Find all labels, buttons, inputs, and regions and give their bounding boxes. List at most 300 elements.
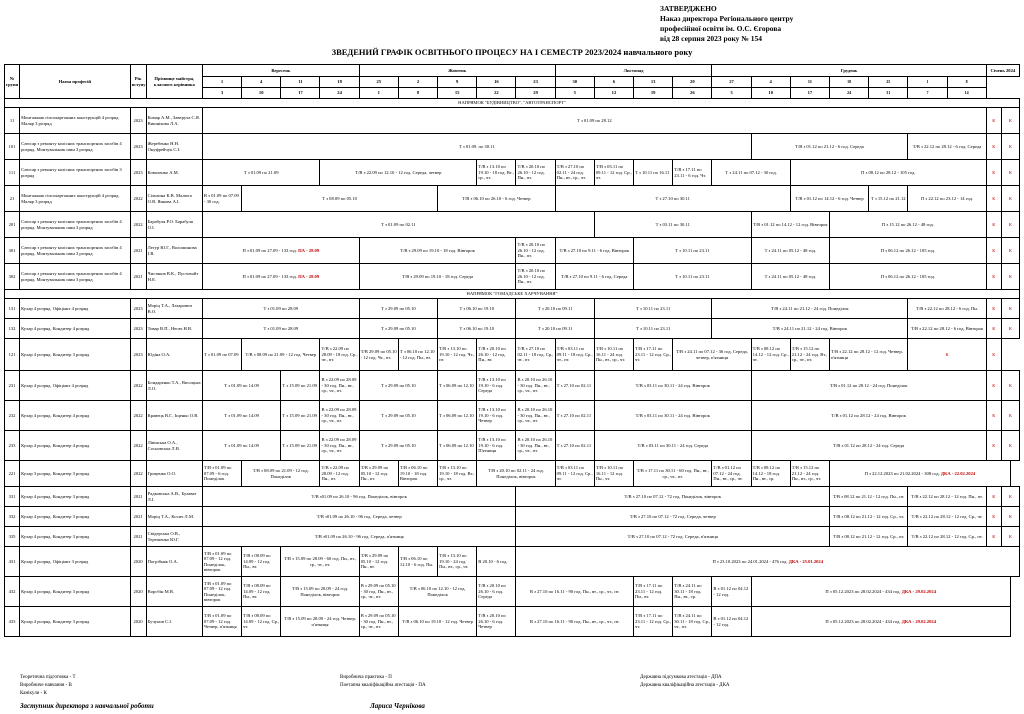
schedule-cell: Т/В з 08.09 по 14.09 - 12 год. Пн., вт. xyxy=(242,577,281,607)
schedule-cell: Т/В з 06.10 по 12.10 - 6 год. Пн. xyxy=(398,547,437,577)
approval-line: професійної освіти ім. О.С. Єгорова xyxy=(660,24,782,33)
schedule-cell: П з 06.12 по 26.12 - 105 год. xyxy=(829,264,986,290)
schedule-cell: П з 15.12 по 26.12 - 48 год. xyxy=(829,212,986,238)
master-name: Жеребенко Н.Н. Онуфрейчук С.І. xyxy=(146,134,202,160)
group-number: 21 xyxy=(5,186,20,212)
holiday-cell: К xyxy=(986,299,1001,319)
schedule-cell: Т з 27.10 по 02.11 xyxy=(555,431,594,461)
master-name: Лівінська О.А., Сосновська Л.В. xyxy=(146,431,202,461)
group-number: 432 xyxy=(5,577,20,607)
schedule-cell: Т з 01.09 по 07.09 xyxy=(202,339,241,371)
profession-name: Кухар 4 розряд. Кондитер 3 розряд xyxy=(20,507,131,527)
schedule-cell: Т/В з 03.11 по 30.11 - 24 год. Вівторок xyxy=(594,371,751,401)
schedule-cell: Т з 24.11 по 07.12 - 30 год. xyxy=(712,160,790,186)
schedule-cell: В з 20.10 по 26.10 - 30 год. Пн., вт., ср., чт., пт. xyxy=(516,431,555,461)
schedule-cell: Т/В з 27.10 по 07.12 - 72 год. Середа, п'ятниця xyxy=(516,527,830,547)
entry-year: 2022 xyxy=(130,461,146,487)
week-number: 14 xyxy=(947,88,986,99)
schedule-cell: Т/В з 22.12 по 28.12 - 6 год. Пн. xyxy=(908,299,986,319)
master-name: Моріц Т.А., Лазарович В.О. xyxy=(146,299,202,319)
schedule-cell: Т/В з 22.12 по 28.12 - 12 год. Ср., пт. xyxy=(908,527,986,547)
profession-name: Слюсар з ремонту колісних транспортних засобів 4 розряд. Монтувальник шин 3 розряд xyxy=(20,134,131,160)
profession-name: Кухар 4 розряд. Кондитер 3 розряд xyxy=(20,577,131,607)
legend-item: Теоретична підготовка - Т xyxy=(20,675,76,680)
schedule-cell: Т/В з 22.12 по 28.12 - 12 год. Пн., пт. xyxy=(908,487,986,507)
entry-year: 2022 xyxy=(130,186,146,212)
profession-name: Кухар 4 розряд. Кондитер 3 розряд xyxy=(20,339,131,371)
schedule-cell: Т з 10.11 по 23.11 xyxy=(594,299,712,319)
week-number: 3 xyxy=(202,88,241,99)
approval-line: Наказ директора Регіонального центру xyxy=(660,14,794,23)
attestation-date: ДКА - 22.02.2024 xyxy=(940,470,976,476)
schedule-cell: Т з 08.09 по 05.10 xyxy=(242,186,438,212)
schedule-cell: Т з 01.09. по 30.11 xyxy=(202,134,751,160)
week-number: 20 xyxy=(673,77,712,88)
schedule-cell: В з 01.12 по 04.12 - 12 год. xyxy=(712,607,751,637)
schedule-cell: Т/В з 13.10 по 19.10 - 12 год. Чт., пт. xyxy=(438,339,477,371)
schedule-cell: Т/В з 13.10 по 19.10 - 18 год. Вт., ср., чт. xyxy=(477,160,516,186)
group-number: 132 xyxy=(5,319,20,339)
holiday-cell: К xyxy=(1001,212,1019,238)
schedule-cell: Т/В з 24.11 по 30.11 - 18 год. Пн., вт., ср. xyxy=(673,577,712,607)
schedule-cell: Т з 15.09 по 21.09 xyxy=(281,401,320,431)
holiday-cell: К xyxy=(986,507,1001,527)
master-name: Комар А.М., Заверуха С.Я. Вишнікова Л.А. xyxy=(146,108,202,134)
schedule-text: П з 22.12.2023 по 21.02.2024 - 308 год. xyxy=(864,470,941,476)
group-number: 431 xyxy=(5,547,20,577)
schedule-cell: Т/В з 22.12 по 28.12 - 6 год. Вівторок xyxy=(908,319,986,339)
schedule-cell: Т/В з 20.10 по 26.10 - 12 год. Пн., пт. xyxy=(516,160,555,186)
group-number: 201 xyxy=(5,212,20,238)
schedule-cell: Т з 10.11 по 16.11 xyxy=(634,160,673,186)
schedule-cell: Т/В з 27.10 по 07.12 - 72 год. Середа, четвер xyxy=(516,507,830,527)
attestation-date: ДКА - 25.01.2024 xyxy=(788,558,824,564)
schedule-text: П з 01.09 по 27.09 - 133 год. xyxy=(242,273,299,279)
header-month: Грудень xyxy=(712,65,986,77)
schedule-cell xyxy=(202,264,359,290)
schedule-cell: Т з 01.09 по 21.09 xyxy=(202,160,320,186)
header-group: № групи xyxy=(5,65,20,99)
schedule-cell: Т з 01.09 по 14.09 xyxy=(202,431,280,461)
week-number: 6 xyxy=(594,77,633,88)
week-number: 31 xyxy=(869,88,908,99)
schedule-cell: В з 29.09 по 05.10 - 30 год. Пн., вт., ср., чт., пт. xyxy=(359,607,398,637)
week-number: 1 xyxy=(202,77,241,88)
group-number: 331 xyxy=(5,487,20,507)
group-number: 11 xyxy=(5,108,20,134)
week-number: 23 xyxy=(516,77,555,88)
schedule-cell: Т/В з01.09 по 26.10 - 96 год. Середа, четвер xyxy=(202,507,516,527)
schedule-text: П з 01.09 по 27.09 - 133 год. xyxy=(242,247,299,253)
schedule-cell: Т з 29.09 по 05.10 xyxy=(359,319,437,339)
week-number: 13 xyxy=(634,77,673,88)
schedule-cell: Т/В з 06.10 по 12.10 - 12 год. Понеділок xyxy=(398,577,476,607)
schedule-text: П з 05.12.2023 по 28.02.2024 - 434 год. xyxy=(825,588,902,594)
schedule-cell: Т з 15.09 по 21.09 xyxy=(281,431,320,461)
schedule-text: П з 23.10.2023 по 24.01.2024 - 476 год. xyxy=(712,558,789,564)
schedule-cell: Т/В з 22.12 по 28.12 - 12 год. Ср., чт. xyxy=(908,507,986,527)
profession-name: Кухар 4 розряд. Офіціант 4 розряд xyxy=(20,371,131,401)
schedule-cell: Т/В з 01.09 по 07.09 - 12 год. Четвер, п'ятниця xyxy=(202,607,241,637)
master-name: Чистяков В.К., Пустовойт Н.Е. xyxy=(146,264,202,290)
schedule-cell: Т/В з 17.11 по 23.11 - 12 год. Пн., вт. xyxy=(634,577,673,607)
schedule-cell: Т/В 29.09 по 05.10 - 12 год. Чт., пт. xyxy=(359,339,398,371)
approval-line: від 28 серпня 2023 року № 154 xyxy=(660,34,762,43)
week-number: 26 xyxy=(673,88,712,99)
schedule-cell: Т/В з 20.10 по 26.10 - 12 год. Пн., пт. xyxy=(516,238,555,264)
group-number: 233 xyxy=(5,431,20,461)
schedule-cell: Т з 06.09 по 12.10 xyxy=(438,431,477,461)
schedule-cell: Т/В з 03.11 по 30.11 - 24 год. Вівторок xyxy=(594,401,751,431)
schedule-cell: Т/В з 22.09 по 12.10 - 12 год. Середа, четвер xyxy=(320,160,477,186)
schedule-cell: Т/В з 08.09 по 14.09 - 12 год. Пн., вт. xyxy=(242,547,281,577)
holiday-cell: К xyxy=(986,212,1001,238)
week-number: 9 xyxy=(438,77,477,88)
group-number: 121 xyxy=(5,339,20,371)
week-number: 22 xyxy=(477,88,516,99)
holiday-cell: К xyxy=(1001,487,1019,507)
schedule-cell: Т/В з 27.10 по 9.11 - 6 год. Середа xyxy=(555,264,633,290)
week-number: 1 xyxy=(908,77,947,88)
schedule-cell: В з 29.09 по 05.10 - 30 год. Пн., вт., ср., чт., пт. xyxy=(359,577,398,607)
holiday-cell: К xyxy=(908,339,986,371)
week-number: 11 xyxy=(790,77,829,88)
week-number: 10 xyxy=(242,88,281,99)
legend-item: Виробниче навчання - В xyxy=(20,683,72,688)
schedule-cell: Т з 06.10 по 19.10 xyxy=(438,319,516,339)
schedule-cell: Т/В з 08.09 по 14.09 - 12 год. Ср., чт. xyxy=(242,607,281,637)
holiday-cell: К xyxy=(1001,160,1019,186)
schedule-cell: Т з 03.11 по 30.11 xyxy=(594,212,751,238)
attestation-date: ДКА - 29.02.2024 xyxy=(901,618,936,624)
schedule-cell: Т/В з 08.12 по 14.12 - 18 год. Пн., вт., ср. xyxy=(751,461,790,487)
schedule-cell: Т/В з 13.10 по 19.10 - 24 год. Пн., вт., ср., чт. xyxy=(438,547,477,577)
schedule-cell: В з 20.10 по 26.10 - 30 год. Пн., вт., ср., чт., пт. xyxy=(516,401,555,431)
entry-year: 2020 xyxy=(130,547,146,577)
profession-name: Монтажник гіпсокартонних конструкцій 4 розряд. Маляр 3 розряд xyxy=(20,108,131,134)
schedule-cell: В з 22.09 по 28.09 - 30 год. Пн., вт., ср., чт., пт. xyxy=(320,401,359,431)
schedule-cell: Т/В з 22.09 по 28.09 - 12 год. Пн., пт. xyxy=(320,461,359,487)
signature-role: Заступник директора з навчальної роботи xyxy=(20,702,154,710)
schedule-cell: Т з 15.09 по 21.09 xyxy=(281,371,320,401)
schedule-table xyxy=(4,64,1020,637)
schedule-cell: Т/В з 27.10 по 02.11 - 24 год. Пн., вт., ср., чт. xyxy=(555,160,594,186)
schedule-cell: Т з 01.09 по 02.11 xyxy=(202,212,594,238)
schedule-cell xyxy=(751,577,1010,607)
section-title: НАПРЯМОК "ГОМАДСЬКЕ ХАРЧУВАННЯ" xyxy=(5,290,1020,299)
master-name: Юдіна О.А. xyxy=(146,339,202,371)
group-number: 433 xyxy=(5,607,20,637)
schedule-cell: Т з 06.10 по 12.10 - 12 год. Пн., вт. xyxy=(398,339,437,371)
holiday-cell: К xyxy=(986,487,1001,507)
group-number: 231 xyxy=(5,371,20,401)
week-number: 24 xyxy=(829,88,868,99)
schedule-cell: Т/В з 17.11 по 23.11 - 12 год. Ср., чт. xyxy=(634,339,673,371)
week-number: 8 xyxy=(398,88,437,99)
schedule-cell: Т/В з 29.09 по 19.10 - 18 год. Вівторок xyxy=(359,238,516,264)
master-name: Ворсбін М.В. xyxy=(146,577,202,607)
schedule-cell: Т з 15.12 по 21.12 xyxy=(869,186,908,212)
holiday-cell: К xyxy=(1001,507,1019,527)
profession-name: Кухар 4 розряд. Кондитер 3 розряд xyxy=(20,607,131,637)
entry-year: 2021 xyxy=(130,527,146,547)
week-number: 15 xyxy=(438,88,477,99)
entry-year: 2021 xyxy=(130,264,146,290)
attestation-date: ДКА - 29.02.2024 xyxy=(901,588,936,594)
week-number: 17 xyxy=(790,88,829,99)
schedule-cell: Т з 24.11 по 05.12 - 48 год. xyxy=(751,238,829,264)
schedule-cell: Т/В з 27.10 по 9.11 - 6 год. Вівторок xyxy=(555,238,633,264)
legend-right xyxy=(640,674,730,690)
group-number: 302 xyxy=(5,264,20,290)
group-number: 101 xyxy=(5,134,20,160)
schedule-cell xyxy=(202,238,359,264)
week-number: 25 xyxy=(869,77,908,88)
schedule-cell: Т/В з 01.09 по 07.09 - 12 год. Понеділок, вівторок xyxy=(202,577,241,607)
schedule-cell: Т/В з 01.09 по 07.09 - 6 год. Понеділок xyxy=(202,461,241,487)
week-number: 5 xyxy=(555,88,594,99)
week-number: 18 xyxy=(320,77,359,88)
week-number: 2 xyxy=(398,77,437,88)
schedule-cell: Т/В з 29.09 по 19.10 - 18 год. Середа xyxy=(359,264,516,290)
group-number: 232 xyxy=(5,401,20,431)
entry-year: 2021 xyxy=(130,507,146,527)
master-name: Кравець В.Г., Іщенко О.В. xyxy=(146,401,202,431)
schedule-cell: Т/В з 08.12 по 14.12 - 12 год. Ср., чт. xyxy=(751,339,790,371)
schedule-cell: Т/В з 15.09 по 28.09 - 24 год. Четвер, п'ятниця xyxy=(281,607,359,637)
schedule-cell: В з 01.09 по 07.09 - 30 год. xyxy=(202,186,241,212)
schedule-cell: Т/В з 01.12 по 14.12 - 12 год. Вівторок xyxy=(751,212,829,238)
schedule-cell: Т/В з 20.10 по 02.11 - 24 год. Понеділок, вівторок xyxy=(477,461,555,487)
holiday-cell: К xyxy=(1001,134,1019,160)
holiday-cell: К xyxy=(1001,431,1019,461)
entry-year: 2023 xyxy=(130,134,146,160)
week-number: 12 xyxy=(594,88,633,99)
document-title: ЗВЕДЕНИЙ ГРАФІК ОСВІТНЬОГО ПРОЦЕСУ НА І СЕМЕСТР 2023/2024 навчального року xyxy=(331,47,693,57)
schedule-cell: Т/В з 24.11 по 07.12 - 36 год. Середа, четвер, п'ятниця xyxy=(673,339,751,371)
schedule-cell: Т/В з 17.11 по 23.11 - 12 год. Ср., чт. xyxy=(634,607,673,637)
schedule-cell: Т/В з 15.09 по 28.09 - 60 год. Пн., вт., ср., чт., пт. xyxy=(281,547,359,577)
schedule-cell: Т/В з 01.12 по 21.12 - 6 год. Середа xyxy=(751,134,908,160)
holiday-cell: К xyxy=(986,108,1001,134)
master-name: Погрібняк О.А. xyxy=(146,547,202,577)
entry-year: 2022 xyxy=(130,401,146,431)
schedule-cell: Т/В з 08.12 по 21.12 - 12 год. Ср., чт. xyxy=(829,507,907,527)
holiday-cell: К xyxy=(986,371,1001,401)
schedule-cell: В 20.10 - 6 год. xyxy=(477,547,516,577)
schedule-cell: Т/В з 15.12 по 21.12 - 24 год. Вт., ср., чт., пт. xyxy=(790,339,829,371)
schedule-cell: Т/В з 20.10 по 26.10 - 6 год. Середа xyxy=(477,577,516,607)
profession-name: Слюсар з ремонту колісних транспортних засобів 4 розряд. Монтувальник шин 3 розряд xyxy=(20,238,131,264)
header-month: Вересень xyxy=(202,65,359,77)
holiday-cell: К xyxy=(986,160,1001,186)
holiday-cell: К xyxy=(1001,238,1019,264)
master-name: Коваленко А.М. xyxy=(146,160,202,186)
holiday-cell: К xyxy=(986,401,1001,431)
schedule-cell: Т з 27.10 по 30.11 xyxy=(555,186,790,212)
schedule-cell: Т/В з 29.09 по 05.10 - 12 год. Пн., вт. xyxy=(359,547,398,577)
header-year: Рік вступу xyxy=(130,65,146,99)
week-number: 19 xyxy=(634,88,673,99)
schedule-cell: Т з 27.10 по 02.11 xyxy=(555,401,594,431)
schedule-cell: В з 22.09 по 28.09 - 30 год. Пн., вт., ср., чт., пт. xyxy=(320,431,359,461)
group-number: 111 xyxy=(5,160,20,186)
legend-middle xyxy=(340,674,426,690)
schedule-cell: Т з 01.09 по 28.09 xyxy=(202,319,359,339)
profession-name: Слюсар з ремонту колісних транспортних засобів 3 розряд xyxy=(20,160,131,186)
legend-item: Канікули - К xyxy=(20,691,47,696)
week-number: 30 xyxy=(555,77,594,88)
master-name: Сільвона К.В. Малюга О.В. Янкова А.І. xyxy=(146,186,202,212)
schedule-cell: Т з 06.09 по 12.10 xyxy=(438,401,477,431)
header-month: Жовтень xyxy=(359,65,555,77)
schedule-cell: Т/В з 13.10 по 19.10 - 6 год. Середа xyxy=(477,371,516,401)
schedule-cell: В з 01.12 по 04.12 - 12 год. xyxy=(712,577,751,607)
approval-line: ЗАТВЕРДЖЕНО xyxy=(660,4,717,13)
section-title: НАПРЯМОК "БУДІВНИЦТВО", "АВТОТРАНСПОРТ" xyxy=(5,99,1020,108)
schedule-cell: Т/В з 20.10 по 26.10 - 6 год. Четвер xyxy=(477,607,516,637)
schedule-cell: Т/В з 06.10 по 19.10 - 12 год. Четвер xyxy=(398,607,476,637)
schedule-cell: Т/В з 24.11 по 30.11 - 18 год. Ср., чт., пт. xyxy=(673,607,712,637)
group-number: 332 xyxy=(5,507,20,527)
schedule-cell: Т/В з 15.09 по 28.09 - 24 год. Понеділок, вівторок xyxy=(281,577,359,607)
week-number: 7 xyxy=(908,88,947,99)
schedule-cell: В з 20.10 по 26.10 - 30 год. Пн., вт., ср., чт., пт. xyxy=(516,371,555,401)
week-number: 4 xyxy=(751,77,790,88)
schedule-cell: Т/В з 06.10 по 26.10 - 6 год. Четвер xyxy=(438,186,556,212)
schedule-cell: Т/В з 22.12 по 28.12 - 12 год. Четвер, п'ятниця xyxy=(829,339,907,371)
header-profession: Назва професій xyxy=(20,65,131,99)
legend-item: Виробнича практика - П xyxy=(340,675,392,680)
master-name: Гриценко О.О. xyxy=(146,461,202,487)
week-number: 16 xyxy=(477,77,516,88)
master-name: Свідерська О.В., Терешенко Ю.Г. xyxy=(146,527,202,547)
entry-year: 2022 xyxy=(130,212,146,238)
entry-year: 2020 xyxy=(130,607,146,637)
group-number: 335 xyxy=(5,527,20,547)
schedule-cell: Т з 06.10 по 19.10 xyxy=(438,299,516,319)
legend-item: Державна підсумкова атестація - ДПА xyxy=(640,675,722,680)
schedule-cell: В з 27.10 по 16.11 - 90 год. Пн., вт., ср., чт., пт. xyxy=(516,607,634,637)
schedule-cell: Т/В з 10.11 по 16.11 - 12 год. Пн., чт. xyxy=(594,461,633,487)
schedule-cell: Т/В з 06.10 по 19.10 - 18 год. Вівторок xyxy=(398,461,437,487)
schedule-cell: Т/В з 03.11 по 09.11 - 18 год. Ср., чт., пт. xyxy=(555,339,594,371)
legend-left xyxy=(20,674,76,698)
schedule-cell: Т/В з 17.11 по 30.11 - 60 год. Пн., вт., ср., чт., пт. xyxy=(634,461,712,487)
master-name: Бондаренко Т.А., Висоцька Л.О. xyxy=(146,371,202,401)
entry-year: 2023 xyxy=(130,108,146,134)
schedule-cell xyxy=(751,607,1010,637)
schedule-text: П з 05.12.2023 по 28.02.2024 - 434 год. xyxy=(825,618,902,624)
holiday-cell: К xyxy=(1001,401,1019,431)
schedule-cell: Т/В з 22.09 по 28.09 - 18 год. Ср., чт., пт. xyxy=(320,339,359,371)
group-number: 131 xyxy=(5,299,20,319)
entry-year: 2022 xyxy=(130,431,146,461)
week-number: 1 xyxy=(359,88,398,99)
entry-year: 2023 xyxy=(130,319,146,339)
entry-year: 2020 xyxy=(130,577,146,607)
week-number: 27 xyxy=(712,77,751,88)
schedule-cell: Т/В з 13.10 по 19.10 - 6 год. П'ятниця xyxy=(477,431,516,461)
schedule-cell: П з 08.12 по 28.12 - 105 год. xyxy=(790,160,986,186)
profession-name: Кухар 4 розряд. Кондитер 4 розряд xyxy=(20,319,131,339)
entry-year: 2023 xyxy=(130,160,146,186)
schedule-cell: Т з 29.09 по 05.10 xyxy=(359,371,437,401)
week-number: 3 xyxy=(712,88,751,99)
schedule-cell: Т з 29.09 по 05.10 xyxy=(359,401,437,431)
signature-name: Лариса Чернікова xyxy=(370,702,425,710)
schedule-cell: Т/В з 17.11 по 23.11 - 6 год. Чт. xyxy=(673,160,712,186)
schedule-cell: Т/В з 15.12 по 21.12 - 24 год. Пн., вт., ср., чт. xyxy=(790,461,829,487)
week-number: 10 xyxy=(751,88,790,99)
schedule-cell: Т з 01.09 по 14.09 xyxy=(202,371,280,401)
schedule-cell: Т/В з 24.11 по 21.12 - 24 год. Вівторок xyxy=(712,319,908,339)
schedule-cell: Т/В з 03.11 по 30.11 - 24 год. Середа xyxy=(594,431,751,461)
master-name: Бучунов С.І. xyxy=(146,607,202,637)
schedule-cell: Т з 20.10 по 09.11 xyxy=(516,299,594,319)
master-name: Радковська А.В., Булават Л.І. xyxy=(146,487,202,507)
master-name: Барабуля Р.О. Барабуля О.І. xyxy=(146,212,202,238)
profession-name: Кухар 4 розряд. Офіціант 4 розряд xyxy=(20,299,131,319)
holiday-cell: К xyxy=(1001,527,1019,547)
schedule-cell xyxy=(516,547,1020,577)
schedule-cell: Т/В з 20.10 по 26.10 - 12 год. Пн., вт. xyxy=(477,339,516,371)
holiday-cell: К xyxy=(1001,264,1019,290)
profession-name: Кухар 4 розряд. Офіціант 3 розряд xyxy=(20,547,131,577)
master-name: Моріц Т.А., Косич Л.М. xyxy=(146,507,202,527)
holiday-cell: К xyxy=(1001,371,1019,401)
header-month: Січень 2024 xyxy=(986,65,1019,77)
profession-name: Кухар 4 розряд. Кондитер 4 розряд xyxy=(20,431,131,461)
header-master: Прізвище майстра, класного керівника xyxy=(146,65,202,99)
holiday-cell: К xyxy=(1001,299,1019,319)
schedule-cell: Т/В з 08.12 по 21.12 - 12 год. Ср., пт. xyxy=(829,527,907,547)
header-month: Листопад xyxy=(555,65,712,77)
profession-name: Слюсар з ремонту колісних транспортних засобів 4 розряд. Монтувальник шин 3 розряд xyxy=(20,212,131,238)
schedule-cell: Т/В з 24.11 по 21.12 - 24 год. Понеділок xyxy=(712,299,908,319)
holiday-cell: К xyxy=(986,238,1001,264)
profession-name: Монтажник гіпсокартонних конструкцій 4 розряд. Маляр 3 розряд xyxy=(20,186,131,212)
schedule-cell: Т/В з 01.12 по 28.12 - 24 год. Середа xyxy=(751,431,986,461)
schedule-cell: Т/В з 13.10 по 19.10 - 18 год. Вт., ср., чт. xyxy=(438,461,477,487)
schedule-cell: Т/В з 20.10 по 26.10 - 12 год. Пн., пт. xyxy=(516,264,555,290)
week-number: 8 xyxy=(947,77,986,88)
schedule-cell: Т/В з 08.09 по 21.09 - 12 год. Понеділок xyxy=(242,461,320,487)
profession-name: Кухар 4 розряд. Кондитер 4 розряд xyxy=(20,401,131,431)
attestation-date: ПА - 28.09 xyxy=(298,247,320,253)
legend-item: Поетапна кваліфікаційна атестація - ПА xyxy=(340,683,426,688)
profession-name: Кухар 4 розряд. Кондитер 3 розряд xyxy=(20,527,131,547)
week-number: 24 xyxy=(320,88,359,99)
master-name: Легур Ю.Г., Волошинова І.В. xyxy=(146,238,202,264)
schedule-cell: П з 06.12 по 26.12 - 105 год. xyxy=(829,238,986,264)
schedule-cell: Т з 10.11 по 23.11 xyxy=(634,238,752,264)
week-number: 11 xyxy=(281,77,320,88)
schedule-cell: Т/В з 01.12 по 28.12 - 24 год. Вівторок xyxy=(751,401,986,431)
entry-year: 2023 xyxy=(130,339,146,371)
schedule-cell: Т/В з 01.12 по 14.12 - 6 год. Четвер xyxy=(790,186,868,212)
holiday-cell: К xyxy=(986,134,1001,160)
schedule-cell: П з 22.12 по 23.12 - 14 год. xyxy=(908,186,986,212)
week-number: 18 xyxy=(829,77,868,88)
week-number: 25 xyxy=(359,77,398,88)
schedule-cell: Т/В з 03.11 по 09.11 - 12 год. Ср., чт. xyxy=(555,461,594,487)
holiday-cell: К xyxy=(1001,319,1019,339)
group-number: 301 xyxy=(5,238,20,264)
schedule-cell: Т/В з 27.10 по 07.12 - 72 год. Понеділок, вівторок xyxy=(516,487,830,507)
entry-year: 2021 xyxy=(130,238,146,264)
schedule-cell: Т/В з 10.11 по 16.11 - 24 год. Пн., вт., ср., чт. xyxy=(594,339,633,371)
